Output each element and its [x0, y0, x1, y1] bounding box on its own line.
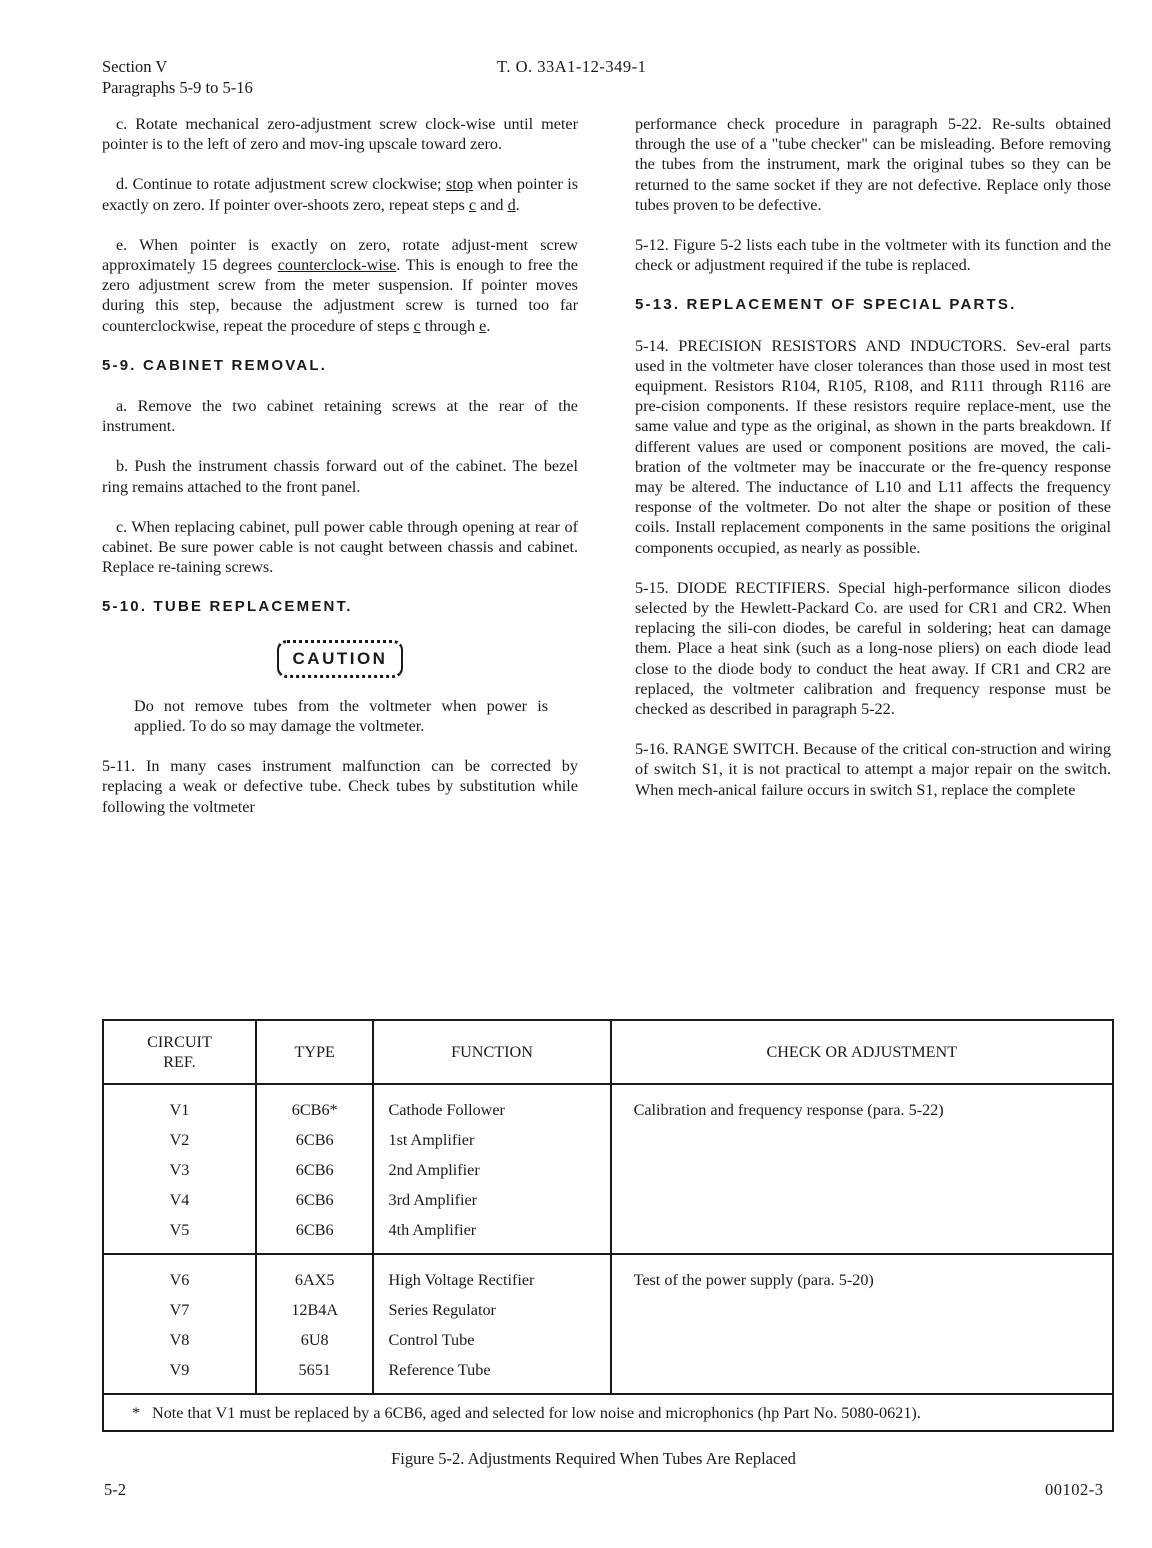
- table-cell: 2nd Amplifier: [388, 1161, 480, 1179]
- footer-page-number: 5-2: [104, 1480, 126, 1499]
- table-note-row: [103, 1394, 1113, 1431]
- table-cell: 6CB6: [295, 1191, 334, 1209]
- table-cell: Calibration and frequency response (para. 5-22): [633, 1101, 944, 1119]
- table-cell: High Voltage Rectifier: [388, 1271, 535, 1289]
- table-cell: V2: [169, 1131, 190, 1149]
- table-cell: 6CB6: [295, 1221, 334, 1239]
- table-cell: V8: [169, 1331, 190, 1349]
- table-group-power-supply: [103, 1254, 1113, 1394]
- note-text: Note that V1 must be replaced by a 6CB6, aged and selected for low noise and microphonics (hp Part No. 5080-0621).: [152, 1404, 921, 1422]
- header-check: CHECK OR ADJUSTMENT: [611, 1020, 1113, 1084]
- table-cell: 1st Amplifier: [388, 1131, 475, 1149]
- table-cell: 3rd Amplifier: [388, 1191, 478, 1209]
- check-cell: [611, 1254, 1113, 1394]
- footer-document-code: 00102-3: [1045, 1480, 1104, 1499]
- paragraph-5-16: 5-16. RANGE SWITCH. Because of the critical con-struction and wiring of switch S1, it is not practical to attempt a major repair on the switch. When mech-anical failure occurs in switch S1, replace the complete: [635, 740, 1111, 799]
- left-column: [102, 114, 578, 837]
- table-cell: Reference Tube: [388, 1361, 491, 1379]
- heading-special-parts: 5-13. REPLACEMENT OF SPECIAL PARTS.: [635, 296, 1017, 314]
- paragraph-5-11: 5-11. In many cases instrument malfunction can be corrected by replacing a weak or defective tube. Check tubes by substitution while following the voltmeter: [102, 757, 578, 816]
- header-to-number: T. O. 33A1-12-349-1: [497, 57, 647, 76]
- types-cell: [256, 1254, 374, 1394]
- table-cell: V7: [169, 1301, 190, 1319]
- table-cell: 6CB6: [295, 1131, 334, 1149]
- functions-cell: [373, 1254, 610, 1394]
- table-note: [103, 1394, 1113, 1431]
- caution-text: Do not remove tubes from the voltmeter when power is applied. To do so may damage the voltmeter.: [134, 696, 548, 736]
- table-cell: Series Regulator: [388, 1301, 496, 1319]
- refs-cell: [103, 1254, 256, 1394]
- table-cell: Cathode Follower: [388, 1101, 505, 1119]
- header-paragraphs: Paragraphs 5-9 to 5-16: [102, 78, 253, 97]
- refs-cell: [103, 1084, 256, 1254]
- cabinet-step-b: b. Push the instrument chassis forward out of the cabinet. The bezel ring remains attached to the front panel.: [102, 457, 578, 496]
- tube-table: [102, 1019, 1114, 1432]
- table-cell: V9: [169, 1361, 190, 1379]
- cabinet-step-a: a. Remove the two cabinet retaining screws at the rear of the instrument.: [102, 397, 578, 436]
- header-circuit-ref: CIRCUIT REF.: [103, 1020, 256, 1084]
- figure-caption: Figure 5-2. Adjustments Required When Tubes Are Replaced: [391, 1449, 796, 1468]
- note-asterisk: *: [132, 1404, 141, 1422]
- header-type: TYPE: [256, 1020, 374, 1084]
- paragraph-continued: performance check procedure in paragraph 5-22. Re-sults obtained through the use of a "tube checker" can be misleading. Before removing the tubes from the instrument, mark the original tubes so they can be returned to the same socket if they are not defective. Replace only those tubes proven to be defective.: [635, 115, 1111, 214]
- check-cell: [611, 1084, 1113, 1254]
- table-cell: 4th Amplifier: [388, 1221, 477, 1239]
- paragraph-5-12: 5-12. Figure 5-2 lists each tube in the voltmeter with its function and the check or adjustment required if the tube is replaced.: [635, 236, 1111, 275]
- table-cell: V4: [169, 1191, 190, 1209]
- cabinet-step-c: c. When replacing cabinet, pull power cable through opening at rear of cabinet. Be sure power cable is not caught between chassis and cabinet. Replace re-taining screws.: [102, 517, 578, 577]
- heading-cabinet-removal: 5-9. CABINET REMOVAL.: [102, 356, 328, 374]
- header-section: Section V: [102, 57, 168, 76]
- table-cell: V3: [169, 1161, 190, 1179]
- table-cell: 6CB6: [295, 1161, 334, 1179]
- header-function: FUNCTION: [373, 1020, 610, 1084]
- table-cell: 6U8: [300, 1331, 329, 1349]
- table-cell: V6: [169, 1271, 190, 1289]
- paragraph-5-14: 5-14. PRECISION RESISTORS AND INDUCTORS. Sev-eral parts used in the voltmeter have closer tolerances than those used in most test equipment. Resistors R104, R105, R108, and R111 through R116 are pre-cision components. If these resistors require replace-ment, use the same value and type as the original, as shown in the parts breakdown. If different values are used or component positions are moved, the cali-bration of the voltmeter may be inaccurate or the fre-quency response may be altered. The inductance of L10 and L11 affects the frequency response of the voltmeter. Do not alter the shape or position of these coils. Install replacement components in the same positions the original components occupied, as nearly as possible.: [635, 336, 1111, 557]
- step-c-paragraph: c. Rotate mechanical zero-adjustment screw clock-wise until meter pointer is to the left of zero and mov-ing upscale toward zero.: [102, 115, 578, 154]
- table-cell: V5: [169, 1221, 190, 1239]
- functions-cell: [373, 1084, 610, 1254]
- table-cell: 6CB6*: [291, 1101, 338, 1119]
- table-group-amplifiers: [103, 1084, 1113, 1254]
- paragraph-5-15: 5-15. DIODE RECTIFIERS. Special high-performance silicon diodes selected by the Hewlett-Packard Co. are used for CR1 and CR2. When replacing the sili-con diodes, be careful in soldering; heat can damage them. Place a heat sink (such as a long-nose pliers) on each diode lead close to the diode body to conduct the heat away. If CR1 and CR2 are replaced, the voltmeter calibration and frequency response must be checked as described in paragraph 5-22.: [635, 578, 1111, 719]
- heading-tube-replacement: 5-10. TUBE REPLACEMENT.: [102, 598, 353, 616]
- step-e-paragraph: e. When pointer is exactly on zero, rotate adjust-ment screw approximately 15 degrees counterclock-wise. This is enough to free the zero adjustment screw from the meter suspension. If pointer moves during this step, because the adjustment screw is turned too far counterclockwise, repeat the procedure of steps c through e.: [102, 235, 578, 335]
- table-cell: 12B4A: [291, 1301, 339, 1319]
- right-column: [635, 114, 1111, 820]
- table-cell: V1: [169, 1101, 190, 1119]
- table-cell: 6AX5: [294, 1271, 335, 1289]
- caution-box: [102, 640, 578, 678]
- types-cell: [256, 1084, 374, 1254]
- caution-label: CAUTION: [277, 640, 404, 678]
- table-cell: 5651: [298, 1361, 331, 1379]
- table-cell: Control Tube: [388, 1331, 475, 1349]
- table-cell: Test of the power supply (para. 5-20): [633, 1271, 874, 1289]
- table-header-row: [103, 1020, 1113, 1084]
- step-d-paragraph: d. Continue to rotate adjustment screw clockwise; stop when pointer is exactly on zero. If pointer over-shoots zero, repeat steps c and d.: [102, 175, 578, 214]
